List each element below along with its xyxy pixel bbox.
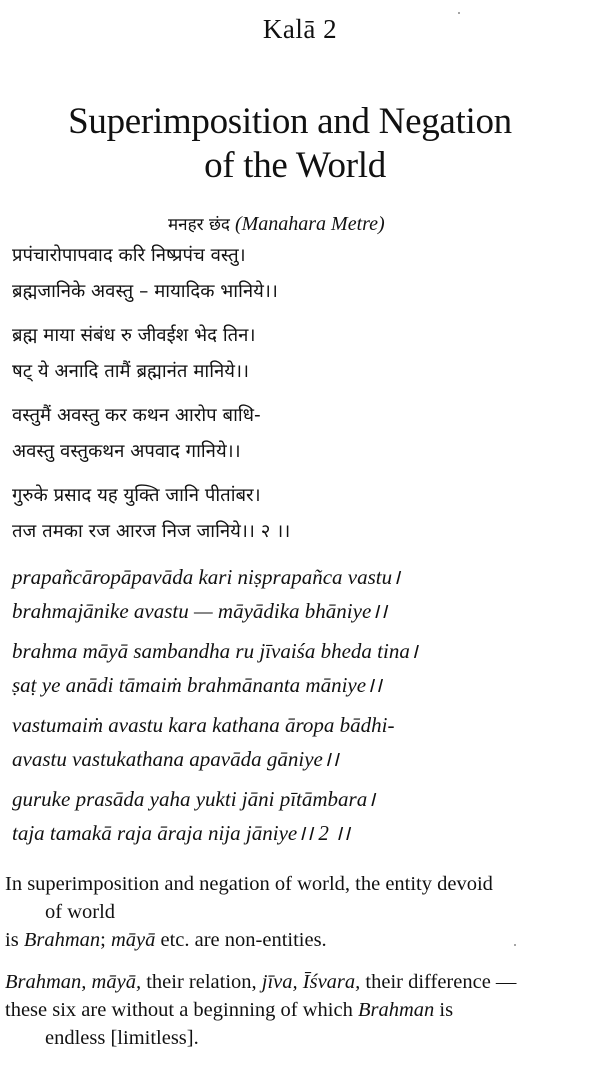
transliteration-stanza-4 [12, 782, 592, 850]
metre-hindi: मनहर छंद [168, 215, 230, 235]
verse-line: brahma māyā sambandha ru jīvaiśa bheda tina। [12, 639, 418, 663]
translation-line [5, 996, 590, 1024]
text-run: ; [100, 929, 111, 951]
transliteration-stanza-2 [12, 634, 592, 702]
verse-line: वस्तुमैं अवस्तु कर कथन आरोप बाधि- [12, 405, 261, 426]
metre-roman: (Manahara Metre) [234, 213, 385, 235]
transliteration-stanza-1 [12, 560, 592, 628]
text-run: their difference — [360, 971, 517, 993]
text-run: etc. are non-entities. [155, 929, 327, 951]
verse-line: गुरुके प्रसाद यह युक्ति जानि पीतांबर। [12, 485, 261, 506]
verse-line: प्रपंचारोपापवाद करि निष्प्रपंच वस्तु। [12, 245, 246, 266]
text-run: these six are without a beginning of which [5, 999, 358, 1021]
translation-line: endless [limitless]. [45, 1027, 199, 1049]
verse-line: तज तमका रज आरज निज जानिये।। २ ।। [12, 521, 291, 542]
verse-line: vastumaiṁ avastu kara kathana āropa bādhi- [12, 713, 395, 737]
page-title [0, 100, 580, 188]
transliteration-stanza-3 [12, 708, 592, 776]
verse-line: taja tamakā raja āraja nija jāniye।। 2 ।। [12, 821, 351, 845]
translation-line [5, 968, 590, 996]
verse-line: brahmajānike avastu — māyādika bhāniye।। [12, 599, 388, 623]
term-run: Brahman, māyā, [5, 971, 142, 993]
term-maya: māyā [110, 929, 156, 951]
verse-line: ṣaṭ ye anādi tāmaiṁ brahmānanta māniye।। [12, 673, 382, 697]
devanagari-stanza-3 [12, 398, 592, 470]
translation-paragraph-1 [5, 870, 590, 954]
verse-line: षट् ये अनादि तामैं ब्रह्मानंत मानिये।। [12, 361, 250, 382]
metre-caption [168, 212, 385, 236]
term-run: jīva, Īśvara, [261, 971, 361, 993]
text-run: their relation, [141, 971, 262, 993]
devanagari-stanza-1 [12, 238, 592, 310]
title-line-1: Superimposition and Negation [68, 101, 512, 142]
verse-line: prapañcāropāpavāda kari niṣprapañca vastu। [12, 565, 401, 589]
verse-line: guruke prasāda yaha yukti jāni pītāmbara। [12, 787, 376, 811]
translation-line [5, 926, 590, 954]
chapter-heading: Kalā 2 [262, 14, 338, 44]
title-line-2: of the World [204, 145, 386, 186]
devanagari-stanza-4 [12, 478, 592, 550]
verse-line: avastu vastukathana apavāda gāniye।। [12, 747, 339, 771]
text-run: is [5, 929, 24, 951]
text-run: is [434, 999, 454, 1021]
term-brahman: Brahman [357, 999, 435, 1021]
verse-line: ब्रह्म माया संबंध रु जीवईश भेद तिन। [12, 325, 256, 346]
term-brahman: Brahman [23, 929, 101, 951]
translation-line: In superimposition and negation of world, the entity devoid [5, 873, 493, 895]
devanagari-stanza-2 [12, 318, 592, 390]
translation-line: of world [45, 901, 116, 923]
verse-line: अवस्तु वस्तुकथन अपवाद गानिये।। [12, 441, 241, 462]
verse-line: ब्रह्मजानिके अवस्तु – मायादिक भानिये।। [12, 281, 278, 302]
translation-paragraph-2 [5, 968, 590, 1052]
